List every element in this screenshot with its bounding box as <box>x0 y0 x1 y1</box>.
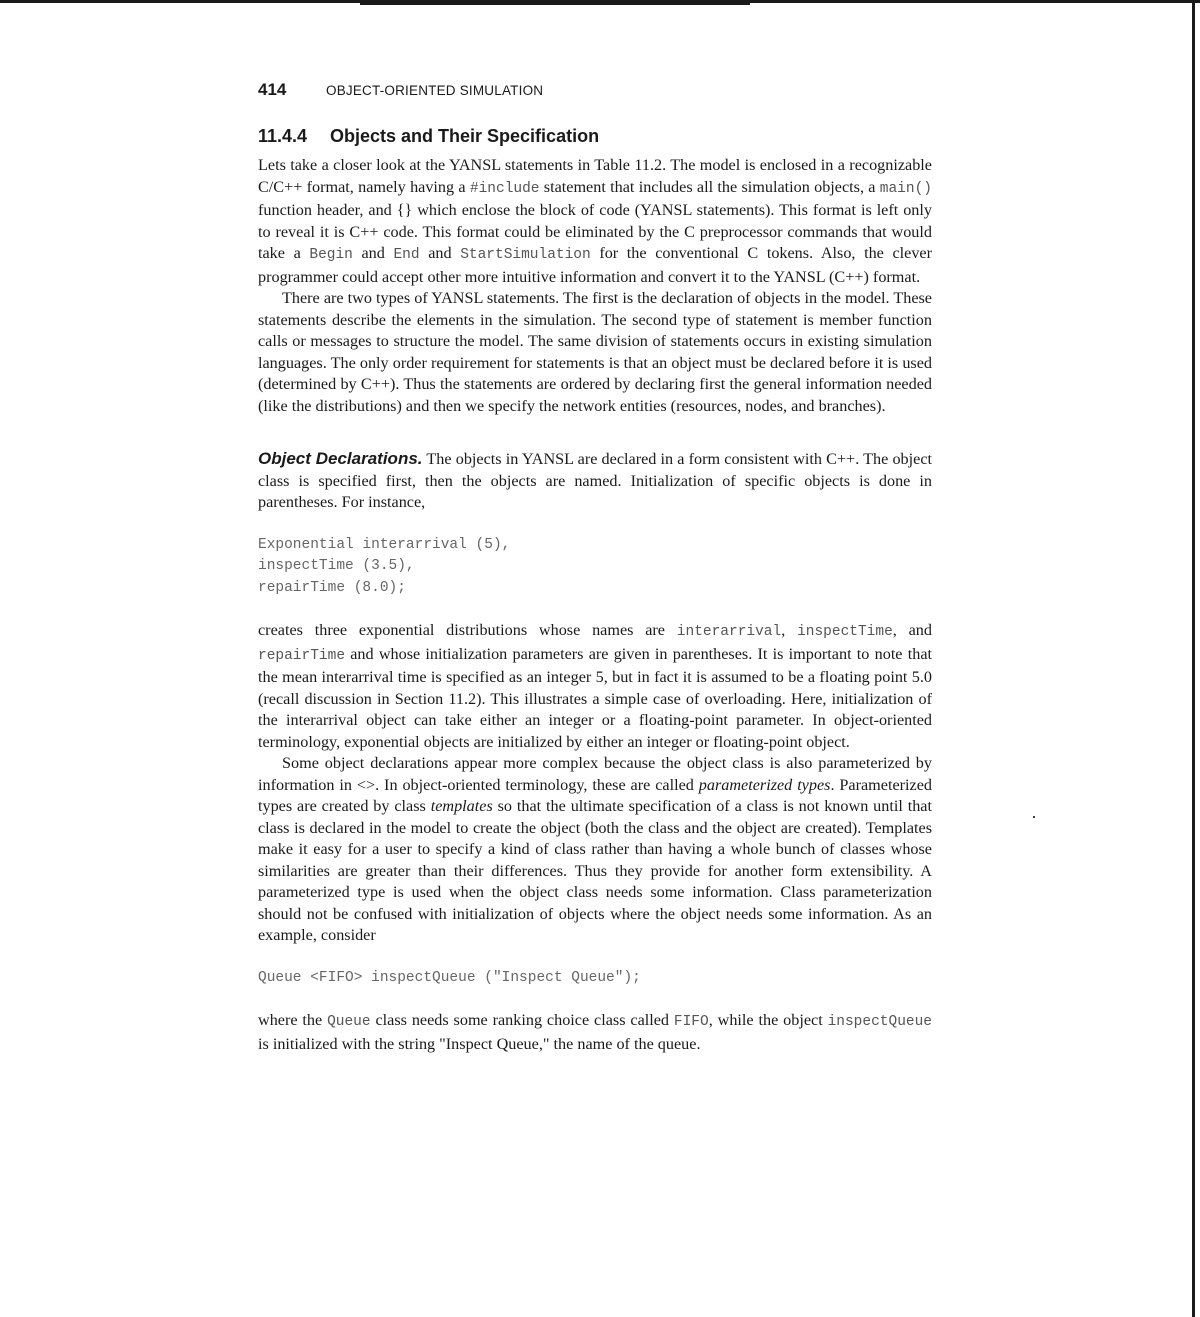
code-block-queue: Queue <FIFO> inspectQueue ("Inspect Queue"); <box>258 969 641 986</box>
inline-code: Queue <box>327 1014 371 1030</box>
right-edge-rule <box>1192 0 1195 1317</box>
paragraph-parameterized-types: Some object declarations appear more complex because the object class is also parameterized by information in <>. In object-oriented terminology, these are called parameterized types. Parameterized types are created by class templates so that the ultimate specification of a class is not known until that class is declared in the model to create the object (both the class and the object are created). Templates make it easy for a user to specify a kind of class rather than having a whole bunch of classes whose similarities are greater than their differences. Thus they provide for another form extensibility. A parameterized type is used when the object class needs some information. Class parameterization should not be confused with initialization of objects where the object needs some information. As an example, consider <box>258 754 932 944</box>
inline-code: End <box>393 247 420 263</box>
inline-code: StartSimulation <box>460 247 591 263</box>
spacer <box>258 599 932 620</box>
inline-code: repairTime <box>258 647 346 664</box>
inline-code: inspectTime <box>797 624 893 640</box>
paragraph-statement-types: There are two types of YANSL statements. The first is the declaration of objects in the model. These statements describe the elements in the simulation. The second type of statement is member function calls or messages to structure the model. The same division of statements occurs in existing simulation languages. The only order requirement for statements is that an object must be declared before it is used (determined by C++). Thus the statements are ordered by declaring first the general information needed (like the distributions) and then we specify the network entities (resources, nodes, and branches). <box>258 289 932 415</box>
italic-term: templates <box>430 797 493 815</box>
run-in-heading: Object Declarations. <box>258 449 423 468</box>
section-title: Objects and Their Specification <box>330 126 600 146</box>
top-edge-rule <box>0 0 1200 3</box>
code-line: inspectTime (3.5), <box>258 558 415 574</box>
code-line: repairTime (8.0); <box>258 579 406 596</box>
inline-code: Begin <box>309 247 353 263</box>
section-number: 11.4.4 <box>258 126 308 146</box>
spacer <box>258 417 932 448</box>
paragraph-queue: where the Queue class needs some ranking choice class called FIFO, while the object inspectQueue is initialized with the string "Inspect Queue," the name of the queue. <box>258 1011 932 1053</box>
paragraph-exponential: creates three exponential distributions whose names are interarrival, inspectTime, and repairTime and whose initialization parameters are given in parentheses. It is important to note that the mean interarrival time is specified as an integer 5, but in fact it is assumed to be a floating point 5.0 (recall discussion in Section 11.2). This illustrates a simple case of overloading. Here, initialization of the interarrival object can take either an integer or a floating-point parameter. In object-oriented terminology, exponential objects are initialized by either an integer or floating-point object. <box>258 621 932 751</box>
paragraph-object-declarations: Object Declarations. The objects in YANSL are declared in a form consistent with C++. The object class is specified first, then the objects are named. Initialization of specific objects is done in parentheses. For instance, <box>258 449 932 511</box>
running-head <box>258 80 932 106</box>
code-block-distributions <box>258 535 932 600</box>
italic-term: parameterized types <box>698 775 831 794</box>
inline-code: inspectQueue <box>827 1014 932 1030</box>
inline-code: interarrival <box>676 624 782 640</box>
section-heading <box>258 126 932 147</box>
code-line: Exponential interarrival (5), <box>258 536 511 553</box>
paragraph-intro: Lets take a closer look at the YANSL statements in Table 11.2. The model is enclosed in a recognizable C/C++ format, namely having a #include statement that includes all the simulation objects, a main() function header, and {} which enclose the block of code (YANSL statements). This format is left only to reveal it is C++ code. This format could be eliminated by the C preprocessor commands that would take a Begin and End and StartSimulation for the conventional C tokens. Also, the clever programmer could accept other more intuitive information and convert it to the YANSL (C++) format. <box>258 156 932 286</box>
margin-speck <box>1033 816 1035 818</box>
inline-code: #include <box>469 180 540 197</box>
page-body <box>258 80 932 1055</box>
running-title: OBJECT-ORIENTED SIMULATION <box>326 83 544 98</box>
spacer <box>258 514 932 535</box>
spacer <box>258 947 932 968</box>
spacer <box>258 989 932 1010</box>
inline-code: FIFO <box>673 1014 709 1030</box>
inline-code: main() <box>879 180 932 197</box>
page-number: 414 <box>258 80 287 99</box>
